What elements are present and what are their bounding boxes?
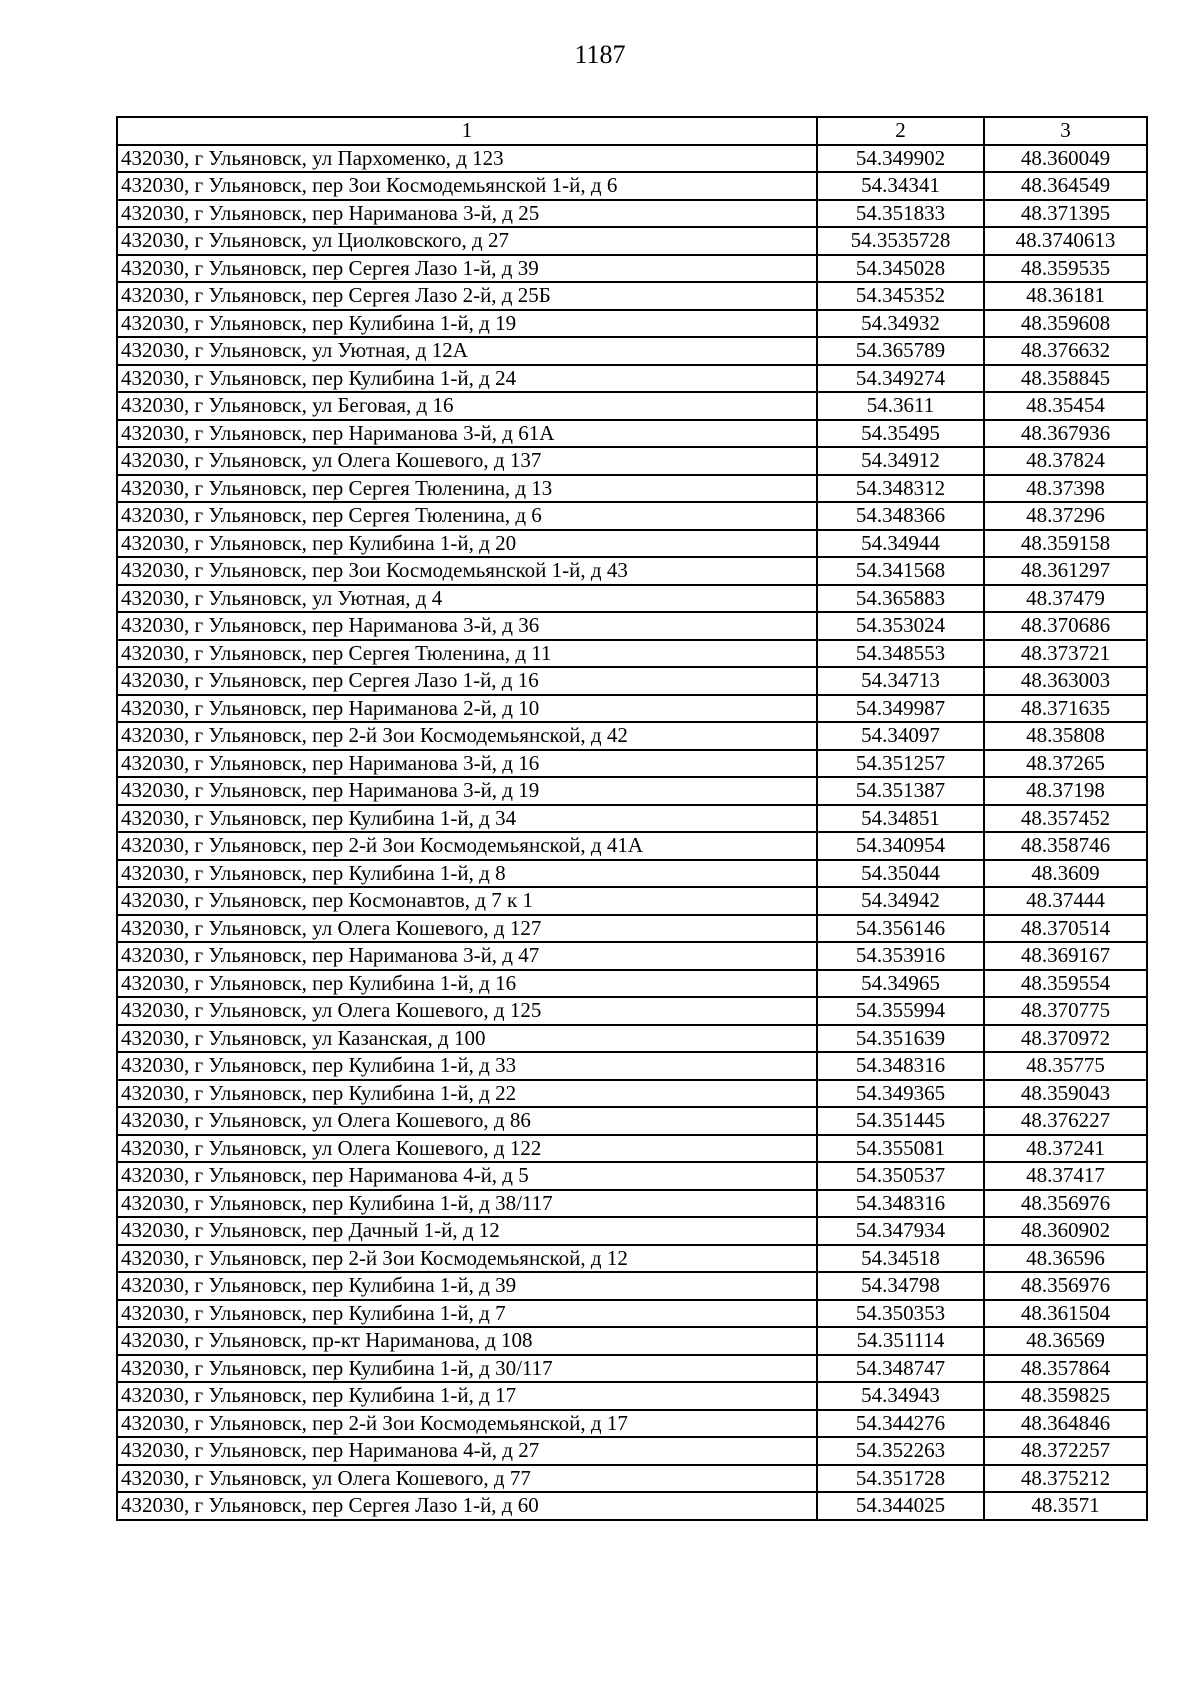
table-row <box>117 1492 1147 1520</box>
address-cell: 432030, г Ульяновск, пер Сергея Тюленина, д 11 <box>117 640 817 668</box>
longitude-cell: 48.364549 <box>984 172 1147 200</box>
address-cell: 432030, г Ульяновск, пер Дачный 1-й, д 12 <box>117 1217 817 1245</box>
address-cell: 432030, г Ульяновск, ул Олега Кошевого, д 77 <box>117 1465 817 1493</box>
longitude-cell: 48.37265 <box>984 750 1147 778</box>
longitude-cell: 48.359043 <box>984 1080 1147 1108</box>
latitude-cell: 54.349902 <box>817 145 984 173</box>
address-cell: 432030, г Ульяновск, пер Нариманова 2-й, д 10 <box>117 695 817 723</box>
table-row <box>117 1465 1147 1493</box>
latitude-cell: 54.345352 <box>817 282 984 310</box>
longitude-cell: 48.375212 <box>984 1465 1147 1493</box>
address-cell: 432030, г Ульяновск, пер 2-й Зои Космодемьянской, д 41А <box>117 832 817 860</box>
address-cell: 432030, г Ульяновск, ул Олега Кошевого, д 125 <box>117 997 817 1025</box>
longitude-cell: 48.356976 <box>984 1190 1147 1218</box>
address-cell: 432030, г Ульяновск, пер Сергея Лазо 2-й, д 25Б <box>117 282 817 310</box>
longitude-cell: 48.361504 <box>984 1300 1147 1328</box>
address-cell: 432030, г Ульяновск, пер Кулибина 1-й, д 19 <box>117 310 817 338</box>
latitude-cell: 54.349274 <box>817 365 984 393</box>
latitude-cell: 54.344276 <box>817 1410 984 1438</box>
longitude-cell: 48.357452 <box>984 805 1147 833</box>
table-row <box>117 392 1147 420</box>
latitude-cell: 54.355081 <box>817 1135 984 1163</box>
address-cell: 432030, г Ульяновск, пер Кулибина 1-й, д 30/117 <box>117 1355 817 1383</box>
table-row <box>117 1135 1147 1163</box>
longitude-cell: 48.37444 <box>984 887 1147 915</box>
longitude-cell: 48.370686 <box>984 612 1147 640</box>
table-row <box>117 145 1147 173</box>
table-row <box>117 750 1147 778</box>
address-cell: 432030, г Ульяновск, пер Кулибина 1-й, д 7 <box>117 1300 817 1328</box>
address-cell: 432030, г Ульяновск, ул Циолковского, д 27 <box>117 227 817 255</box>
latitude-cell: 54.347934 <box>817 1217 984 1245</box>
latitude-cell: 54.351728 <box>817 1465 984 1493</box>
longitude-cell: 48.358746 <box>984 832 1147 860</box>
latitude-cell: 54.350353 <box>817 1300 984 1328</box>
latitude-cell: 54.349365 <box>817 1080 984 1108</box>
longitude-cell: 48.359825 <box>984 1382 1147 1410</box>
table-row <box>117 695 1147 723</box>
latitude-cell: 54.34965 <box>817 970 984 998</box>
longitude-cell: 48.35454 <box>984 392 1147 420</box>
address-cell: 432030, г Ульяновск, ул Беговая, д 16 <box>117 392 817 420</box>
longitude-cell: 48.359158 <box>984 530 1147 558</box>
latitude-cell: 54.351639 <box>817 1025 984 1053</box>
longitude-cell: 48.372257 <box>984 1437 1147 1465</box>
table-row <box>117 420 1147 448</box>
table-row <box>117 1217 1147 1245</box>
latitude-cell: 54.34932 <box>817 310 984 338</box>
latitude-cell: 54.34943 <box>817 1382 984 1410</box>
table-body <box>117 145 1147 1520</box>
latitude-cell: 54.34518 <box>817 1245 984 1273</box>
table-row <box>117 915 1147 943</box>
latitude-cell: 54.348312 <box>817 475 984 503</box>
latitude-cell: 54.34942 <box>817 887 984 915</box>
latitude-cell: 54.34944 <box>817 530 984 558</box>
longitude-cell: 48.37417 <box>984 1162 1147 1190</box>
address-cell: 432030, г Ульяновск, пер Сергея Лазо 1-й, д 16 <box>117 667 817 695</box>
latitude-cell: 54.352263 <box>817 1437 984 1465</box>
longitude-cell: 48.370775 <box>984 997 1147 1025</box>
latitude-cell: 54.34798 <box>817 1272 984 1300</box>
address-cell: 432030, г Ульяновск, пер Сергея Лазо 1-й, д 39 <box>117 255 817 283</box>
latitude-cell: 54.365883 <box>817 585 984 613</box>
longitude-cell: 48.37241 <box>984 1135 1147 1163</box>
longitude-cell: 48.37296 <box>984 502 1147 530</box>
address-cell: 432030, г Ульяновск, пер Кулибина 1-й, д 24 <box>117 365 817 393</box>
table-row <box>117 1382 1147 1410</box>
table-row <box>117 970 1147 998</box>
longitude-cell: 48.37824 <box>984 447 1147 475</box>
latitude-cell: 54.348553 <box>817 640 984 668</box>
table-row <box>117 200 1147 228</box>
longitude-cell: 48.370972 <box>984 1025 1147 1053</box>
table-row <box>117 447 1147 475</box>
address-cell: 432030, г Ульяновск, пр-кт Нариманова, д 108 <box>117 1327 817 1355</box>
address-cell: 432030, г Ульяновск, пер Кулибина 1-й, д 34 <box>117 805 817 833</box>
longitude-cell: 48.36569 <box>984 1327 1147 1355</box>
address-cell: 432030, г Ульяновск, пер Нариманова 3-й, д 47 <box>117 942 817 970</box>
address-cell: 432030, г Ульяновск, пер Зои Космодемьянской 1-й, д 6 <box>117 172 817 200</box>
longitude-cell: 48.371635 <box>984 695 1147 723</box>
table-row <box>117 640 1147 668</box>
address-cell: 432030, г Ульяновск, пер Нариманова 3-й, д 25 <box>117 200 817 228</box>
address-cell: 432030, г Ульяновск, пер 2-й Зои Космодемьянской, д 42 <box>117 722 817 750</box>
table-row <box>117 172 1147 200</box>
table-row <box>117 255 1147 283</box>
latitude-cell: 54.353024 <box>817 612 984 640</box>
longitude-cell: 48.376632 <box>984 337 1147 365</box>
address-cell: 432030, г Ульяновск, пер Кулибина 1-й, д 20 <box>117 530 817 558</box>
table-row <box>117 475 1147 503</box>
table-row <box>117 557 1147 585</box>
latitude-cell: 54.356146 <box>817 915 984 943</box>
address-cell: 432030, г Ульяновск, пер Нариманова 3-й, д 61А <box>117 420 817 448</box>
table-row <box>117 887 1147 915</box>
address-cell: 432030, г Ульяновск, ул Олега Кошевого, д 86 <box>117 1107 817 1135</box>
table-row <box>117 777 1147 805</box>
address-cell: 432030, г Ульяновск, пер Кулибина 1-й, д 8 <box>117 860 817 888</box>
table-row <box>117 337 1147 365</box>
longitude-cell: 48.37198 <box>984 777 1147 805</box>
latitude-cell: 54.34851 <box>817 805 984 833</box>
address-cell: 432030, г Ульяновск, ул Уютная, д 4 <box>117 585 817 613</box>
address-cell: 432030, г Ульяновск, ул Олега Кошевого, д 137 <box>117 447 817 475</box>
address-cell: 432030, г Ульяновск, ул Олега Кошевого, д 127 <box>117 915 817 943</box>
column-header-1: 1 <box>117 117 817 145</box>
table-row <box>117 860 1147 888</box>
table-row <box>117 667 1147 695</box>
latitude-cell: 54.351445 <box>817 1107 984 1135</box>
longitude-cell: 48.356976 <box>984 1272 1147 1300</box>
latitude-cell: 54.349987 <box>817 695 984 723</box>
table-row <box>117 365 1147 393</box>
address-cell: 432030, г Ульяновск, пер Нариманова 4-й, д 27 <box>117 1437 817 1465</box>
table-row <box>117 1355 1147 1383</box>
address-cell: 432030, г Ульяновск, пер Кулибина 1-й, д 17 <box>117 1382 817 1410</box>
table-row <box>117 942 1147 970</box>
latitude-cell: 54.341568 <box>817 557 984 585</box>
table-row <box>117 227 1147 255</box>
latitude-cell: 54.35495 <box>817 420 984 448</box>
address-cell: 432030, г Ульяновск, пер Космонавтов, д 7 к 1 <box>117 887 817 915</box>
longitude-cell: 48.363003 <box>984 667 1147 695</box>
table-row <box>117 282 1147 310</box>
longitude-cell: 48.360902 <box>984 1217 1147 1245</box>
table-row <box>117 1245 1147 1273</box>
latitude-cell: 54.3611 <box>817 392 984 420</box>
latitude-cell: 54.34713 <box>817 667 984 695</box>
table-row <box>117 1162 1147 1190</box>
table-row <box>117 805 1147 833</box>
latitude-cell: 54.348316 <box>817 1190 984 1218</box>
longitude-cell: 48.3571 <box>984 1492 1147 1520</box>
latitude-cell: 54.3535728 <box>817 227 984 255</box>
column-header-2: 2 <box>817 117 984 145</box>
address-cell: 432030, г Ульяновск, пер 2-й Зои Космодемьянской, д 17 <box>117 1410 817 1438</box>
latitude-cell: 54.34097 <box>817 722 984 750</box>
table-row <box>117 585 1147 613</box>
table-row <box>117 1272 1147 1300</box>
address-cell: 432030, г Ульяновск, пер Нариманова 3-й, д 19 <box>117 777 817 805</box>
table-row <box>117 502 1147 530</box>
table-row <box>117 997 1147 1025</box>
longitude-cell: 48.371395 <box>984 200 1147 228</box>
table-row <box>117 1025 1147 1053</box>
table-row <box>117 1052 1147 1080</box>
latitude-cell: 54.348747 <box>817 1355 984 1383</box>
latitude-cell: 54.348316 <box>817 1052 984 1080</box>
longitude-cell: 48.359608 <box>984 310 1147 338</box>
latitude-cell: 54.351114 <box>817 1327 984 1355</box>
latitude-cell: 54.353916 <box>817 942 984 970</box>
address-cell: 432030, г Ульяновск, ул Уютная, д 12А <box>117 337 817 365</box>
latitude-cell: 54.350537 <box>817 1162 984 1190</box>
table-row <box>117 1437 1147 1465</box>
table-row <box>117 832 1147 860</box>
table-row <box>117 612 1147 640</box>
longitude-cell: 48.359535 <box>984 255 1147 283</box>
table-row <box>117 1107 1147 1135</box>
latitude-cell: 54.351257 <box>817 750 984 778</box>
table-row <box>117 1190 1147 1218</box>
latitude-cell: 54.35044 <box>817 860 984 888</box>
address-coordinates-table <box>116 116 1148 1521</box>
longitude-cell: 48.364846 <box>984 1410 1147 1438</box>
table-row <box>117 310 1147 338</box>
latitude-cell: 54.355994 <box>817 997 984 1025</box>
longitude-cell: 48.35775 <box>984 1052 1147 1080</box>
address-cell: 432030, г Ульяновск, пер Сергея Тюленина, д 6 <box>117 502 817 530</box>
latitude-cell: 54.351833 <box>817 200 984 228</box>
latitude-cell: 54.344025 <box>817 1492 984 1520</box>
longitude-cell: 48.3740613 <box>984 227 1147 255</box>
longitude-cell: 48.36596 <box>984 1245 1147 1273</box>
column-header-3: 3 <box>984 117 1147 145</box>
latitude-cell: 54.351387 <box>817 777 984 805</box>
longitude-cell: 48.370514 <box>984 915 1147 943</box>
header-row <box>117 117 1147 145</box>
longitude-cell: 48.376227 <box>984 1107 1147 1135</box>
table-row <box>117 1300 1147 1328</box>
address-cell: 432030, г Ульяновск, ул Пархоменко, д 123 <box>117 145 817 173</box>
address-cell: 432030, г Ульяновск, пер Сергея Тюленина, д 13 <box>117 475 817 503</box>
address-cell: 432030, г Ульяновск, ул Олега Кошевого, д 122 <box>117 1135 817 1163</box>
table-row <box>117 1327 1147 1355</box>
address-cell: 432030, г Ульяновск, пер 2-й Зои Космодемьянской, д 12 <box>117 1245 817 1273</box>
latitude-cell: 54.340954 <box>817 832 984 860</box>
address-cell: 432030, г Ульяновск, пер Нариманова 3-й, д 36 <box>117 612 817 640</box>
address-cell: 432030, г Ульяновск, пер Кулибина 1-й, д 16 <box>117 970 817 998</box>
latitude-cell: 54.345028 <box>817 255 984 283</box>
longitude-cell: 48.35808 <box>984 722 1147 750</box>
table-row <box>117 722 1147 750</box>
address-cell: 432030, г Ульяновск, пер Кулибина 1-й, д 33 <box>117 1052 817 1080</box>
longitude-cell: 48.3609 <box>984 860 1147 888</box>
address-cell: 432030, г Ульяновск, пер Сергея Лазо 1-й, д 60 <box>117 1492 817 1520</box>
latitude-cell: 54.365789 <box>817 337 984 365</box>
address-cell: 432030, г Ульяновск, пер Кулибина 1-й, д 38/117 <box>117 1190 817 1218</box>
longitude-cell: 48.358845 <box>984 365 1147 393</box>
latitude-cell: 54.348366 <box>817 502 984 530</box>
page-number: 1187 <box>574 40 626 69</box>
address-cell: 432030, г Ульяновск, пер Нариманова 3-й, д 16 <box>117 750 817 778</box>
longitude-cell: 48.369167 <box>984 942 1147 970</box>
longitude-cell: 48.360049 <box>984 145 1147 173</box>
address-cell: 432030, г Ульяновск, пер Кулибина 1-й, д 39 <box>117 1272 817 1300</box>
longitude-cell: 48.357864 <box>984 1355 1147 1383</box>
longitude-cell: 48.367936 <box>984 420 1147 448</box>
address-cell: 432030, г Ульяновск, пер Зои Космодемьянской 1-й, д 43 <box>117 557 817 585</box>
table-row <box>117 1410 1147 1438</box>
longitude-cell: 48.373721 <box>984 640 1147 668</box>
latitude-cell: 54.34912 <box>817 447 984 475</box>
longitude-cell: 48.37398 <box>984 475 1147 503</box>
longitude-cell: 48.36181 <box>984 282 1147 310</box>
address-cell: 432030, г Ульяновск, пер Нариманова 4-й, д 5 <box>117 1162 817 1190</box>
table-row <box>117 1080 1147 1108</box>
longitude-cell: 48.359554 <box>984 970 1147 998</box>
longitude-cell: 48.37479 <box>984 585 1147 613</box>
longitude-cell: 48.361297 <box>984 557 1147 585</box>
table-row <box>117 530 1147 558</box>
address-cell: 432030, г Ульяновск, ул Казанская, д 100 <box>117 1025 817 1053</box>
latitude-cell: 54.34341 <box>817 172 984 200</box>
address-cell: 432030, г Ульяновск, пер Кулибина 1-й, д 22 <box>117 1080 817 1108</box>
